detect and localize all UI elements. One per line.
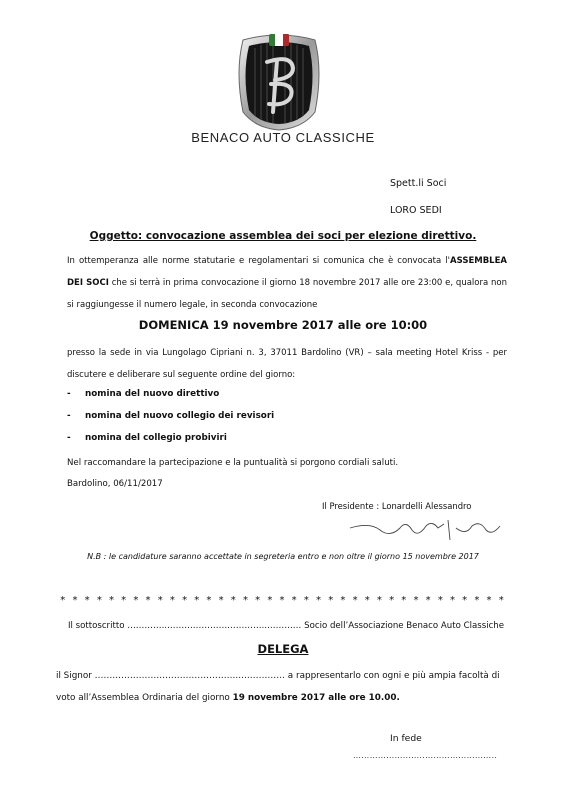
meeting-date: DOMENICA 19 novembre 2017 alle ore 10:00 [138, 318, 428, 332]
intro-paragraph [67, 250, 507, 316]
agenda-item-text: nomina del nuovo collegio dei revisori [85, 411, 275, 421]
recipient-line: LORO SEDI [390, 205, 442, 216]
intro-text: In ottemperanza alle norme statutarie e regolamentari si comunica che è convocata l' [67, 256, 450, 266]
proxy-text: il Signor …………………………………………..…………… a rappresentarlo con ogni e più ampia facoltà di voto all’Assemblea Ordinaria del giorno [56, 671, 500, 703]
separator-stars: * * * * * * * * * * * * * * * * * * * * * * * * * * * * * * * * * * * * * [60, 595, 506, 606]
proxy-signup-line: Il sottoscritto …………..……………………………..………… Socio dell’Associazione Benaco Auto Classiche [67, 621, 505, 631]
radiator-grille-logo-icon [233, 32, 325, 132]
proxy-date-bold: 19 novembre 2017 alle ore 10.00. [232, 693, 400, 703]
agenda-item [67, 411, 274, 421]
closing-text: Nel raccomandare la partecipazione e la puntualità si porgono cordiali saluti. [67, 458, 399, 468]
signature-line: ……………………..…………………….. [353, 751, 498, 760]
handwritten-signature [340, 514, 520, 544]
president-name: Il Presidente : Lonardelli Alessandro [322, 501, 472, 511]
agenda-bullet: - [67, 433, 71, 443]
recipient-line: Spett.li Soci [390, 178, 447, 189]
location-paragraph: presso la sede in via Lungolago Cipriani n. 3, 37011 Bardolino (VR) – sala meeting Hotel Kriss - per discutere e deliberare sul seguente ordine del giorno: [67, 348, 507, 380]
agenda-bullet: - [67, 411, 71, 421]
in-fede-label: In fede [390, 733, 422, 744]
intro-text: che si terrà in prima convocazione il giorno 18 novembre 2017 alle ore 23:00 e, qualora non si raggiungesse il numero legale, in seconda convocazione [67, 278, 507, 310]
proxy-title: DELEGA [257, 642, 309, 656]
nb-note: N.B : le candidature saranno accettate in segreteria entro e non oltre il giorno 15 novembre 2017 [87, 552, 479, 561]
agenda-item [67, 433, 227, 443]
agenda-item-text: nomina del nuovo direttivo [85, 389, 220, 399]
place-date: Bardolino, 06/11/2017 [67, 479, 163, 489]
agenda-bullet: - [67, 389, 71, 399]
agenda-item-text: nomina del collegio probiviri [85, 433, 227, 443]
intro-bold: ASSEMBLEA DEI SOCI [67, 256, 507, 288]
agenda-item [67, 389, 219, 399]
subject-line: Oggetto: convocazione assemblea dei soci per elezione direttivo. [89, 230, 477, 242]
brand-name: BENACO AUTO CLASSICHE [191, 130, 375, 145]
proxy-paragraph [56, 665, 516, 709]
